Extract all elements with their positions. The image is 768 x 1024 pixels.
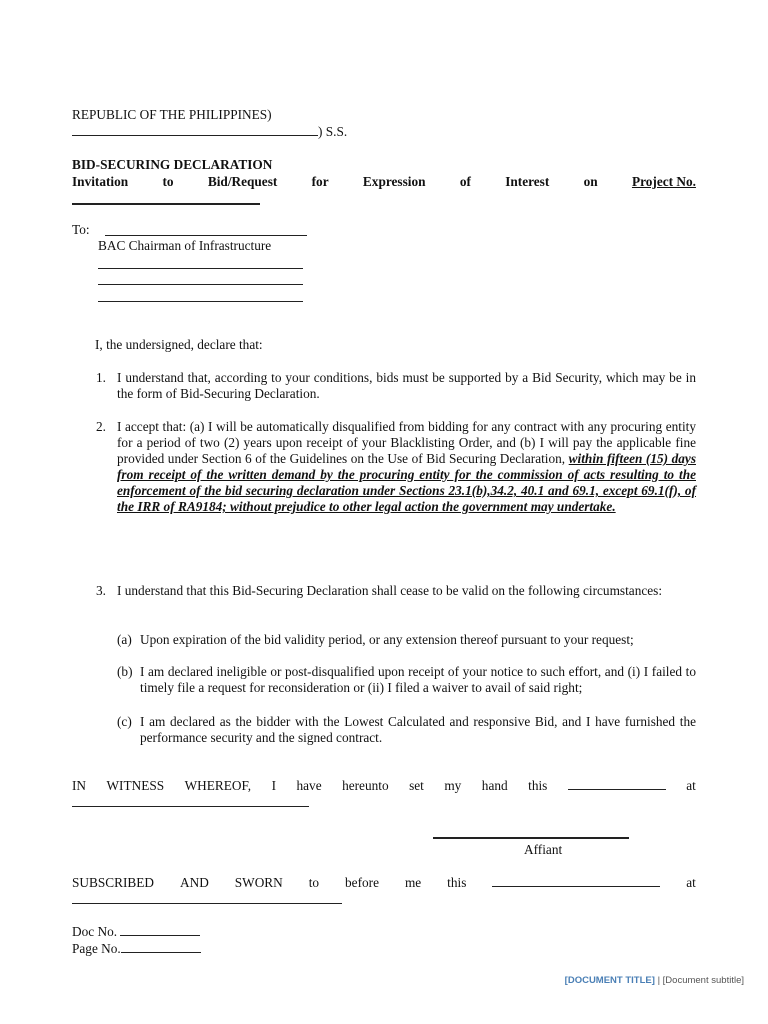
invitation-word: Bid/Request — [207, 174, 278, 189]
bac-chairman: BAC Chairman of Infrastructure — [98, 238, 272, 253]
witness-word: IN — [72, 778, 87, 793]
venue-blank — [72, 124, 318, 136]
subscribed-word: me — [404, 875, 422, 890]
witness-word: I — [271, 778, 277, 793]
item-3-number: 3. — [96, 583, 106, 598]
address-blank-1 — [98, 268, 303, 269]
subscribed-word: before — [345, 875, 379, 890]
item-3b-text: I am declared ineligible or post-disqualified upon receipt of your notice to such effort, and (i) I failed to timely file a request for reconsideration or (ii) I filed a waiver to avail of said right; — [140, 664, 696, 695]
republic-line — [72, 107, 272, 123]
invitation-word: Invitation — [72, 174, 129, 189]
invitation-word: on — [583, 174, 598, 189]
subscribed-word: SWORN — [234, 875, 283, 890]
item-2-emphasis: within fifteen (15) days from receipt of the written demand by the procuring entity for the commission of acts resulting to the enforcement of the bid securing declaration under Sections 23.1(b),34.2, 40.1 and 69.1, except 69.1(f), of the IRR of RA9184; without prejudice to other legal action the government may undertake. — [117, 451, 696, 514]
subscribed-line — [72, 875, 696, 891]
subscribed-place-blank — [72, 903, 342, 904]
project-no-blank — [72, 203, 260, 205]
footer-document-subtitle: [Document subtitle] — [662, 975, 744, 986]
subscribed-word: SUBSCRIBED — [72, 875, 155, 890]
affiant-label: Affiant — [524, 842, 563, 857]
witness-date-blank — [568, 778, 666, 790]
project-no-label: Project No. — [631, 174, 696, 189]
page-no-row — [72, 941, 201, 957]
invitation-word: Interest — [505, 174, 550, 189]
to-blank — [105, 235, 307, 236]
page-no-blank — [121, 941, 201, 953]
item-3c-label: (c) — [117, 714, 132, 729]
item-3a-text: Upon expiration of the bid validity period, or any extension thereof pursuant to your request; — [140, 632, 634, 647]
witness-line — [72, 778, 696, 794]
item-2-text: I accept that: (a) I will be automatically disqualified from bidding for any contract with any procuring entity for a period of two (2) years upon receipt of your Blacklisting Order, and (b) I will pay the applicable fine provided under Section 6 of the Guidelines on the Use of Bid Securing Declaration, — [117, 419, 696, 466]
item-3-text: I understand that this Bid-Securing Declaration shall cease to be valid on the following circumstances: — [117, 583, 663, 598]
doc-no-label: Doc No. — [72, 924, 118, 939]
witness-word: hand — [481, 778, 508, 793]
address-blank-2 — [98, 284, 303, 285]
page-no-label: Page No. — [72, 941, 121, 956]
declaration-intro: I, the undersigned, declare that: — [95, 337, 263, 352]
witness-word: my — [444, 778, 462, 793]
subscribed-at: at — [686, 875, 696, 890]
invitation-word: Expression — [362, 174, 426, 189]
doc-no-blank — [120, 924, 200, 936]
to-label: To: — [72, 222, 90, 237]
page-footer — [565, 973, 744, 989]
witness-word: WHEREOF, — [184, 778, 252, 793]
republic-text: REPUBLIC OF THE PHILIPPINES) — [72, 107, 272, 122]
ss-line — [72, 124, 347, 140]
witness-word: hereunto — [342, 778, 389, 793]
item-3a-label: (a) — [117, 632, 132, 647]
witness-place-blank — [72, 806, 309, 807]
item-2-number: 2. — [96, 419, 106, 434]
witness-word: WITNESS — [106, 778, 165, 793]
footer-separator: | — [657, 975, 661, 986]
invitation-word: to — [162, 174, 174, 189]
footer-document-title: [DOCUMENT TITLE] — [564, 975, 655, 986]
witness-at: at — [686, 778, 696, 793]
subscribed-date-blank — [492, 875, 660, 887]
item-1-number: 1. — [96, 370, 106, 385]
item-2-paragraph — [117, 419, 696, 515]
document-title: BID-SECURING DECLARATION — [72, 157, 273, 172]
item-3c-text: I am declared as the bidder with the Lowest Calculated and responsive Bid, and I have furnished the performance security and the signed contract. — [140, 714, 696, 745]
address-blank-3 — [98, 301, 303, 302]
invitation-line — [72, 174, 696, 190]
invitation-word: for — [311, 174, 329, 189]
subscribed-word: this — [447, 875, 467, 890]
subscribed-word: AND — [179, 875, 209, 890]
ss-text: ) S.S. — [318, 124, 348, 139]
witness-word: set — [409, 778, 424, 793]
item-1-text: I understand that, according to your conditions, bids must be supported by a Bid Security, which may be in the form of Bid-Securing Declaration. — [117, 370, 696, 401]
witness-word: have — [296, 778, 322, 793]
doc-no-row — [72, 924, 200, 940]
subscribed-word: to — [308, 875, 320, 890]
item-3b-label: (b) — [117, 664, 133, 679]
witness-word: this — [528, 778, 548, 793]
invitation-word: of — [459, 174, 471, 189]
affiant-signature-line — [433, 837, 629, 839]
